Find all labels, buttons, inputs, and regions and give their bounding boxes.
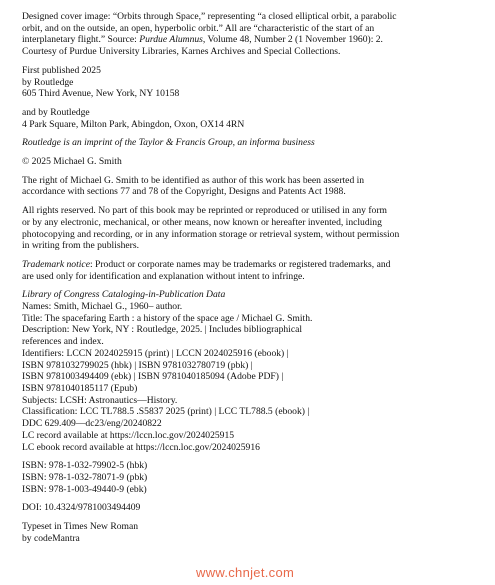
typesetting	[22, 521, 482, 544]
isbn-line: ISBN: 978-1-032-78071-9 (pbk)	[22, 471, 148, 483]
doi-text: DOI: 10.4324/9781003494409	[22, 502, 141, 514]
moral-rights-line: The right of Michael G. Smith to be identified as author of this work has been asserted in	[22, 174, 365, 186]
publisher-name: and by Routledge	[22, 106, 90, 118]
trademark-line	[22, 259, 482, 271]
cip-data	[22, 289, 482, 453]
cip-line: Description: New York, NY : Routledge, 2025. | Includes bibliographical	[22, 324, 303, 336]
isbn-line: ISBN: 978-1-003-49440-9 (ebk)	[22, 483, 147, 495]
publisher-address: 4 Park Square, Milton Park, Abingdon, Oxon, OX14 4RN	[22, 118, 245, 130]
moral-rights	[22, 175, 482, 198]
publisher-us	[22, 65, 482, 100]
watermark: www.chnjet.com	[196, 565, 295, 580]
cip-line: Names: Smith, Michael G., 1960– author.	[22, 301, 183, 313]
first-published: First published 2025	[22, 64, 101, 76]
cip-line: Identifiers: LCCN 2024025915 (print) | LCCN 2024025916 (ebook) |	[22, 347, 289, 359]
cip-line: Subjects: LCSH: Astronautics—History.	[22, 394, 178, 406]
isbn-list	[22, 460, 482, 495]
cover-credit-line: Designed cover image: “Orbits through Space,” representing “a closed elliptical orbit, a parabolic	[22, 11, 397, 22]
imprint-text: Routledge is an imprint of the Taylor & Francis Group, an informa business	[22, 137, 315, 149]
source-publication-title: Purdue Alumnus	[139, 34, 203, 46]
cover-credit-line: Courtesy of Purdue University Libraries, Karnes Archives and Special Collections.	[22, 46, 341, 58]
cover-credit-text: interplanetary flight.” Source:	[22, 34, 140, 46]
rights-line: in writing from the publishers.	[22, 240, 139, 252]
doi	[22, 502, 482, 514]
cip-line: ISBN 9781040185117 (Epub)	[22, 382, 138, 394]
trademark-label: Trademark notice	[22, 258, 90, 270]
imprint-statement	[22, 137, 482, 149]
typesetter: by codeMantra	[22, 532, 80, 544]
trademark-text: : Product or corporate names may be trademarks or registered trademarks, and	[89, 258, 391, 270]
cover-credit-line: orbit, and on the outside, an open, hyperbolic orbit.” All are “characteristic of the start of an	[22, 22, 375, 34]
trademark-notice	[22, 259, 482, 282]
publisher-address: 605 Third Avenue, New York, NY 10158	[22, 88, 180, 100]
cip-line: LC record available at https://lccn.loc.gov/2024025915	[22, 429, 235, 441]
rights-line: photocopying and recording, or in any information storage or retrieval system, without permission	[22, 228, 400, 240]
copyright-text: © 2025 Michael G. Smith	[22, 156, 122, 168]
publisher-name: by Routledge	[22, 76, 74, 88]
cip-line: ISBN 9781032799025 (hbk) | ISBN 9781032780719 (pbk) |	[22, 359, 253, 371]
cip-line: ISBN 9781003494409 (ebk) | ISBN 9781040185094 (Adobe PDF) |	[22, 371, 284, 383]
cip-heading: Library of Congress Cataloging-in-Publication Data	[22, 289, 226, 301]
copyright-page	[22, 11, 482, 551]
rights-line: or by any electronic, mechanical, or other means, now known or hereafter invented, including	[22, 216, 382, 228]
cip-line: Classification: LCC TL788.5 .S5837 2025 (print) | LCC TL788.5 (ebook) |	[22, 406, 310, 418]
cip-line: DDC 629.409—dc23/eng/20240822	[22, 418, 162, 430]
cip-line: LC ebook record available at https://lccn.loc.gov/2024025916	[22, 441, 260, 453]
cover-credit-text: , Volume 48, Number 2 (1 November 1960): 2.	[202, 34, 383, 46]
cover-image-credit	[22, 11, 482, 58]
trademark-line: are used only for identification and explanation without intent to infringe.	[22, 270, 305, 282]
cover-credit-line	[22, 34, 482, 46]
cip-line: Title: The spacefaring Earth : a history of the space age / Michael G. Smith.	[22, 312, 313, 324]
publisher-uk	[22, 107, 482, 130]
moral-rights-line: accordance with sections 77 and 78 of the Copyright, Designs and Patents Act 1988.	[22, 186, 346, 198]
typeset-font: Typeset in Times New Roman	[22, 521, 139, 533]
isbn-line: ISBN: 978-1-032-79902-5 (hbk)	[22, 460, 148, 472]
copyright-notice	[22, 156, 482, 168]
cip-line: references and index.	[22, 336, 104, 348]
all-rights-reserved	[22, 205, 482, 252]
rights-line: All rights reserved. No part of this book may be reprinted or reproduced or utilised in any form	[22, 205, 387, 217]
